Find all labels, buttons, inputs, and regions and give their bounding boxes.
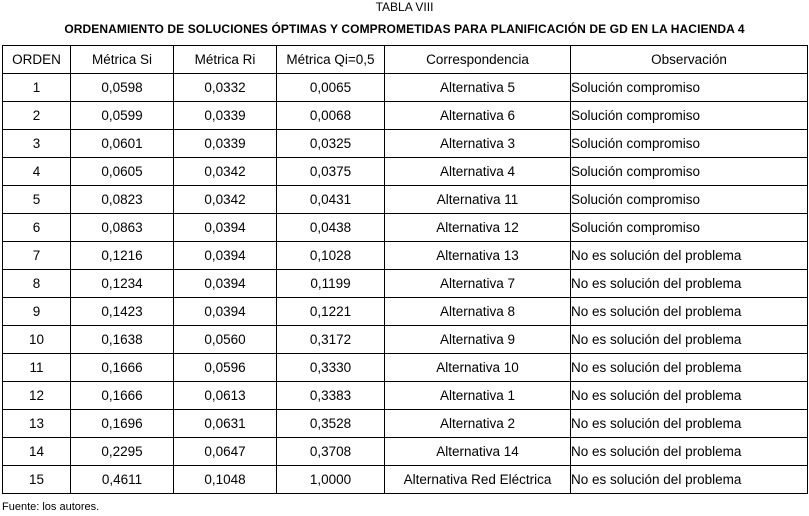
cell-metrica-ri: 0,0560 [174, 326, 277, 354]
cell-metrica-ri: 0,0647 [174, 438, 277, 466]
cell-orden: 15 [3, 466, 71, 494]
header-metrica-ri: Métrica Ri [174, 46, 277, 74]
cell-correspondencia: Alternativa 8 [385, 298, 571, 326]
cell-metrica-qi: 0,0438 [277, 214, 385, 242]
cell-orden: 3 [3, 130, 71, 158]
cell-metrica-ri: 0,1048 [174, 466, 277, 494]
cell-metrica-ri: 0,0394 [174, 270, 277, 298]
cell-metrica-ri: 0,0332 [174, 74, 277, 102]
header-observacion: Observación [571, 46, 808, 74]
table-row [3, 242, 808, 270]
cell-metrica-ri: 0,0339 [174, 102, 277, 130]
cell-correspondencia: Alternativa 13 [385, 242, 571, 270]
cell-correspondencia: Alternativa 6 [385, 102, 571, 130]
cell-observacion: No es solución del problema [571, 466, 808, 494]
cell-metrica-qi: 1,0000 [277, 466, 385, 494]
cell-correspondencia: Alternativa 14 [385, 438, 571, 466]
cell-observacion: Solución compromiso [571, 214, 808, 242]
cell-metrica-ri: 0,0342 [174, 186, 277, 214]
table-row [3, 130, 808, 158]
cell-metrica-qi: 0,3528 [277, 410, 385, 438]
cell-orden: 6 [3, 214, 71, 242]
cell-metrica-qi: 0,1028 [277, 242, 385, 270]
cell-observacion: No es solución del problema [571, 382, 808, 410]
cell-orden: 13 [3, 410, 71, 438]
header-orden: ORDEN [3, 46, 71, 74]
table-row [3, 186, 808, 214]
cell-correspondencia: Alternativa 3 [385, 130, 571, 158]
cell-orden: 7 [3, 242, 71, 270]
cell-metrica-ri: 0,0613 [174, 382, 277, 410]
cell-metrica-ri: 0,0394 [174, 298, 277, 326]
table-row [3, 74, 808, 102]
cell-metrica-si: 0,0598 [71, 74, 174, 102]
cell-observacion: No es solución del problema [571, 270, 808, 298]
cell-metrica-qi: 0,3330 [277, 354, 385, 382]
cell-metrica-si: 0,0599 [71, 102, 174, 130]
cell-metrica-ri: 0,0596 [174, 354, 277, 382]
header-metrica-qi: Métrica Qi=0,5 [277, 46, 385, 74]
cell-metrica-qi: 0,3383 [277, 382, 385, 410]
cell-orden: 12 [3, 382, 71, 410]
cell-correspondencia: Alternativa 1 [385, 382, 571, 410]
cell-orden: 10 [3, 326, 71, 354]
cell-observacion: No es solución del problema [571, 354, 808, 382]
cell-correspondencia: Alternativa 5 [385, 74, 571, 102]
table-row [3, 326, 808, 354]
header-correspondencia: Correspondencia [385, 46, 571, 74]
cell-metrica-si: 0,1423 [71, 298, 174, 326]
cell-metrica-si: 0,0601 [71, 130, 174, 158]
cell-metrica-si: 0,1696 [71, 410, 174, 438]
table-row [3, 102, 808, 130]
cell-metrica-ri: 0,0342 [174, 158, 277, 186]
cell-metrica-qi: 0,0325 [277, 130, 385, 158]
table-label: TABLA VIII [375, 0, 434, 14]
table-row [3, 214, 808, 242]
cell-metrica-qi: 0,1221 [277, 298, 385, 326]
table-header-row [3, 46, 808, 74]
header-metrica-si: Métrica Si [71, 46, 174, 74]
table-row [3, 270, 808, 298]
table-row [3, 410, 808, 438]
cell-orden: 1 [3, 74, 71, 102]
cell-metrica-qi: 0,1199 [277, 270, 385, 298]
cell-orden: 4 [3, 158, 71, 186]
cell-observacion: Solución compromiso [571, 74, 808, 102]
cell-orden: 9 [3, 298, 71, 326]
cell-metrica-ri: 0,0394 [174, 242, 277, 270]
cell-observacion: Solución compromiso [571, 158, 808, 186]
cell-correspondencia: Alternativa 12 [385, 214, 571, 242]
cell-correspondencia: Alternativa 7 [385, 270, 571, 298]
source-note: Fuente: los autores. [2, 501, 100, 513]
table-row [3, 382, 808, 410]
cell-metrica-si: 0,1666 [71, 354, 174, 382]
cell-orden: 2 [3, 102, 71, 130]
cell-metrica-si: 0,4611 [71, 466, 174, 494]
cell-metrica-ri: 0,0394 [174, 214, 277, 242]
cell-correspondencia: Alternativa Red Eléctrica [385, 466, 571, 494]
cell-observacion: No es solución del problema [571, 298, 808, 326]
cell-metrica-si: 0,0605 [71, 158, 174, 186]
cell-metrica-qi: 0,3708 [277, 438, 385, 466]
cell-metrica-si: 0,2295 [71, 438, 174, 466]
cell-correspondencia: Alternativa 11 [385, 186, 571, 214]
cell-metrica-si: 0,0823 [71, 186, 174, 214]
cell-metrica-si: 0,1638 [71, 326, 174, 354]
table-row [3, 354, 808, 382]
cell-metrica-si: 0,1234 [71, 270, 174, 298]
cell-orden: 11 [3, 354, 71, 382]
cell-orden: 5 [3, 186, 71, 214]
cell-metrica-qi: 0,0065 [277, 74, 385, 102]
cell-orden: 14 [3, 438, 71, 466]
cell-metrica-si: 0,1216 [71, 242, 174, 270]
cell-metrica-qi: 0,0431 [277, 186, 385, 214]
cell-observacion: No es solución del problema [571, 242, 808, 270]
table-title: ORDENAMIENTO DE SOLUCIONES ÓPTIMAS Y COMPROMETIDAS PARA PLANIFICACIÓN DE GD EN LA HACIENDA 4 [64, 22, 745, 36]
cell-metrica-si: 0,0863 [71, 214, 174, 242]
cell-correspondencia: Alternativa 10 [385, 354, 571, 382]
cell-observacion: Solución compromiso [571, 102, 808, 130]
cell-metrica-ri: 0,0631 [174, 410, 277, 438]
cell-metrica-qi: 0,0068 [277, 102, 385, 130]
cell-correspondencia: Alternativa 2 [385, 410, 571, 438]
cell-metrica-ri: 0,0339 [174, 130, 277, 158]
cell-metrica-si: 0,1666 [71, 382, 174, 410]
cell-metrica-qi: 0,3172 [277, 326, 385, 354]
table-row [3, 438, 808, 466]
cell-correspondencia: Alternativa 4 [385, 158, 571, 186]
table-row [3, 158, 808, 186]
cell-observacion: No es solución del problema [571, 410, 808, 438]
cell-orden: 8 [3, 270, 71, 298]
table-row [3, 466, 808, 494]
cell-correspondencia: Alternativa 9 [385, 326, 571, 354]
cell-observacion: Solución compromiso [571, 130, 808, 158]
solutions-ranking-table [2, 45, 808, 494]
table-row [3, 298, 808, 326]
cell-observacion: Solución compromiso [571, 186, 808, 214]
cell-observacion: No es solución del problema [571, 326, 808, 354]
cell-metrica-qi: 0,0375 [277, 158, 385, 186]
cell-observacion: No es solución del problema [571, 438, 808, 466]
